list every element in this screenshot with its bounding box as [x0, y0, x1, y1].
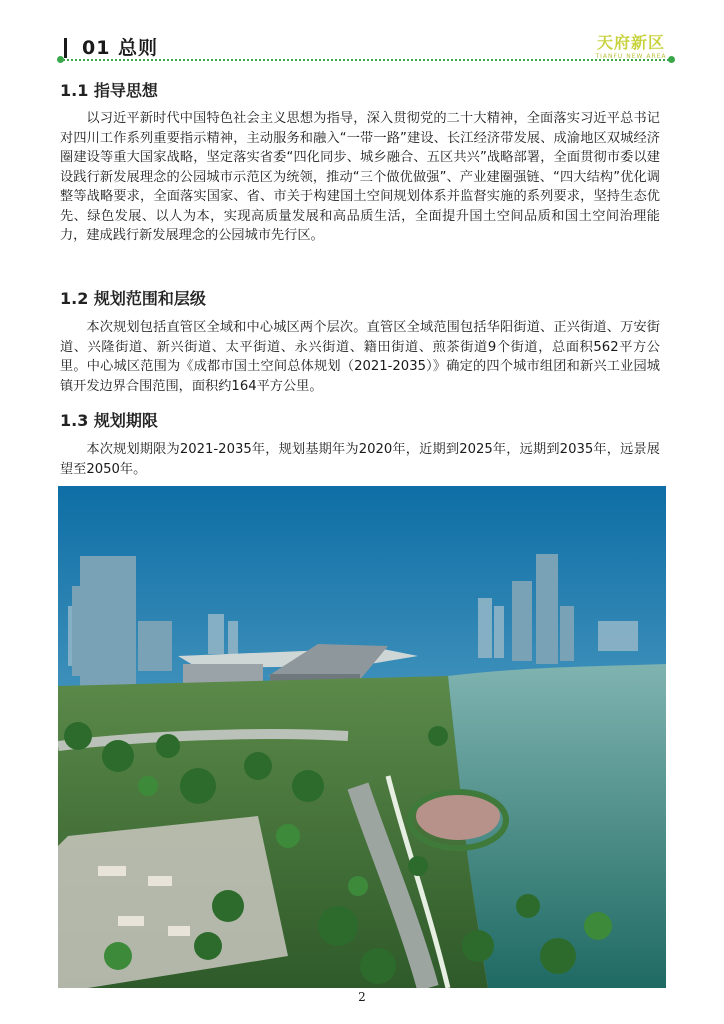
section-planning-scope — [60, 288, 660, 396]
logo-sub-text: TIANFU NEW AREA — [595, 53, 667, 60]
page-number: 2 — [358, 990, 366, 1004]
header-accent-bar — [64, 38, 67, 58]
section-guiding-ideology — [60, 80, 660, 246]
section-body: 本次规划期限为2021-2035年，规划基期年为2020年，近期到2025年，远期到2035年，远景展望至2050年。 — [60, 442, 660, 477]
logo-main-text: 天府新区 — [596, 33, 665, 52]
section-body: 以习近平新时代中国特色社会主义思想为指导，深入贯彻党的二十大精神，全面落实习近平总书记对四川工作系列重要指示精神，主动服务和融入“一带一路”建设、长江经济带发展、成渝地区双城经济圈建设等重大国家战略，坚定落实省委“四化同步、城乡融合、五区共兴”战略部署，全面贯彻市委以建设践行新发展理念的公园城市示范区为统领，推动“三个做优做强”、产业建圈强链、“四大结构”优化调整等战略要求，全面落实国家、省、市关于构建国土空间规划体系并监督实施的系列要求，坚持生态优先、绿色发展、以人为本，实现高质量发展和高品质生活，全面提升国土空间品质和国土空间治理能力，建成践行新发展理念的公园城市先行区。 — [60, 111, 660, 243]
divider-dot-right — [668, 56, 675, 63]
section-heading: 1.2 规划范围和层级 — [60, 289, 206, 308]
section-heading: 1.3 规划期限 — [60, 411, 158, 430]
section-body: 本次规划包括直管区全域和中心城区两个层次。直管区全域范围包括华阳街道、正兴街道、万安街道、兴隆街道、新兴街道、太平街道、永兴街道、籍田街道、煎茶街道9个街道，总面积562平方公里。中心城区范围为《成都市国土空间总体规划（2021-2035）》确定的四个城市组团和新兴工业园城镇开发边界合围范围，面积约164平方公里。 — [60, 320, 660, 394]
section-heading: 1.1 指导思想 — [60, 81, 158, 100]
chapter-title: 01 总则 — [82, 37, 159, 59]
city-park-aerial-photo — [58, 486, 666, 988]
section-planning-period — [60, 410, 660, 479]
divider-dot-left — [57, 56, 64, 63]
header-divider — [60, 59, 672, 61]
